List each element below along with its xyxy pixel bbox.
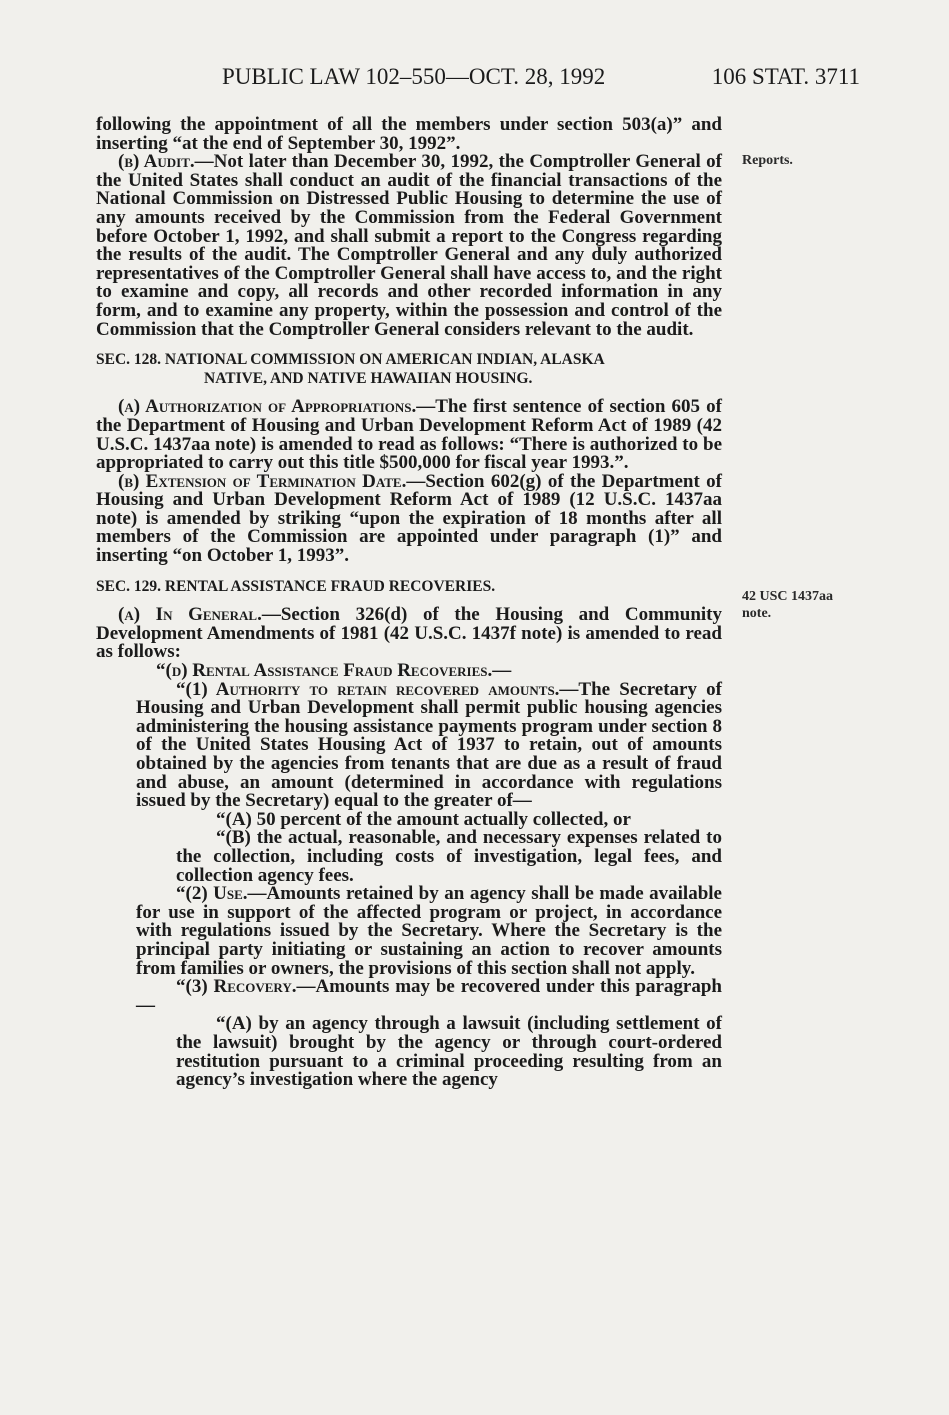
margin-note-reports: Reports.: [742, 153, 793, 168]
section-129-heading: SEC. 129. RENTAL ASSISTANCE FRAUD RECOVERIES.: [96, 577, 496, 595]
paragraph-d1-a: “(A) 50 percent of the amount actually collected, or: [216, 808, 631, 830]
audit-heading: (b) Audit.: [118, 151, 195, 173]
paragraph-extension: [96, 470, 722, 567]
extension-heading: (b) Extension of Termination Date.: [118, 470, 407, 492]
paragraph-continuation: following the appointment of all the members under section 503(a)” and inserting “at the end of September 30, 1992”.: [96, 114, 722, 154]
d1-body: —The Secretary of Housing and Urban Development shall permit public housing agencies administering the housing assistance payments program under section 8 of the United States Housing Act of 1937 to retain, out of amounts obtained by the agencies from tenants that are due as a result of fraud and abuse, an amount (determined in accordance with regulations issued by the Secretary) equal to the greater of—: [136, 678, 722, 812]
in-general-heading: (a) In General.: [118, 604, 262, 626]
in-general-body: —Section 326(d) of the Housing and Community Development Amendments of 1981 (42 U.S.C. 1437f note) is amended to read as follows:: [96, 604, 722, 663]
margin-note-usc-line2: note.: [742, 606, 772, 621]
section-128-heading-line2: NATIVE, AND NATIVE HAWAIIAN HOUSING.: [204, 369, 533, 387]
paragraph-d1: [96, 678, 722, 812]
extension-body: —Section 602(g) of the Department of Housing and Urban Development Reform Act of 1989 (12 U.S.C. 1437aa note) is amended by striking “upon the expiration of 18 months after all members of the Commission are appointed under paragraph (1)” and inserting “on October 1, 1993”.: [96, 470, 722, 567]
d3-body: —Amounts may be recovered under this paragraph—: [136, 976, 722, 1016]
paragraph-in-general: [96, 606, 722, 662]
section-128-heading-line1: SEC. 128. NATIONAL COMMISSION ON AMERICAN INDIAN, ALASKA: [96, 351, 605, 369]
authorization-body: —The first sentence of section 605 of the Department of Housing and Urban Development Reform Act of 1989 (42 U.S.C. 1437aa note) is amended to read as follows: “There is authorized to be appropriated to carry out this title $500,000 for fiscal year 1993.”.: [96, 396, 722, 474]
authorization-heading: (a) Authorization of Appropriations.: [118, 396, 417, 418]
paragraph-d1-b: “(B) the actual, reasonable, and necessary expenses related to the collection, including costs of investigation, legal fees, and collection agency fees.: [176, 827, 722, 886]
header-title: PUBLIC LAW 102–550—OCT. 28, 1992: [222, 64, 606, 89]
d1-heading: “(1) Authority to retain recovered amounts.: [176, 678, 560, 700]
running-header: [96, 64, 860, 96]
paragraph-d3-a: “(A) by an agency through a lawsuit (including settlement of the lawsuit) brought by the agency or through court-ordered restitution pursuant to a criminal proceeding resulting from an agency’s investigation where the agency: [176, 1013, 722, 1091]
d2-body: —Amounts retained by an agency shall be made available for use in support of the affected program or project, in accordance with regulations issued by the Secretary. Where the Secretary is the principal party initiating or sustaining an action to recover amounts from families or owners, the provisions of this section shall not apply.: [136, 883, 722, 979]
audit-body: —Not later than December 30, 1992, the Comptroller General of the United States shall conduct an audit of the financial transactions of the National Commission on Distressed Public Housing to determine the use of any amounts received by the Commission from the Federal Government before October 1, 1992, and shall submit a report to the Congress regarding the results of the audit. The Comptroller General and any duly authorized representatives of the Comptroller General shall have access to, and the right to examine and copy, all records and other recorded information in any form, and to examine any property, within the possession and control of the Commission that the Comptroller General considers relevant to the audit.: [96, 151, 722, 340]
d2-heading: “(2) Use.: [176, 883, 248, 905]
paragraph-d3: [96, 978, 722, 1015]
margin-note-usc: [742, 588, 833, 622]
margin-note-usc-line1: 42 USC 1437aa: [742, 589, 834, 604]
subsection-d-heading: “(d) Rental Assistance Fraud Recoveries.—: [156, 660, 512, 682]
section-128-heading: [96, 351, 722, 388]
body-text: [96, 116, 722, 1090]
d3-heading: “(3) Recovery.: [176, 976, 297, 998]
paragraph-audit: [96, 153, 722, 339]
paragraph-authorization: [96, 398, 722, 472]
header-stat-page: 106 STAT. 3711: [711, 64, 860, 89]
paragraph-d2: [96, 885, 722, 978]
